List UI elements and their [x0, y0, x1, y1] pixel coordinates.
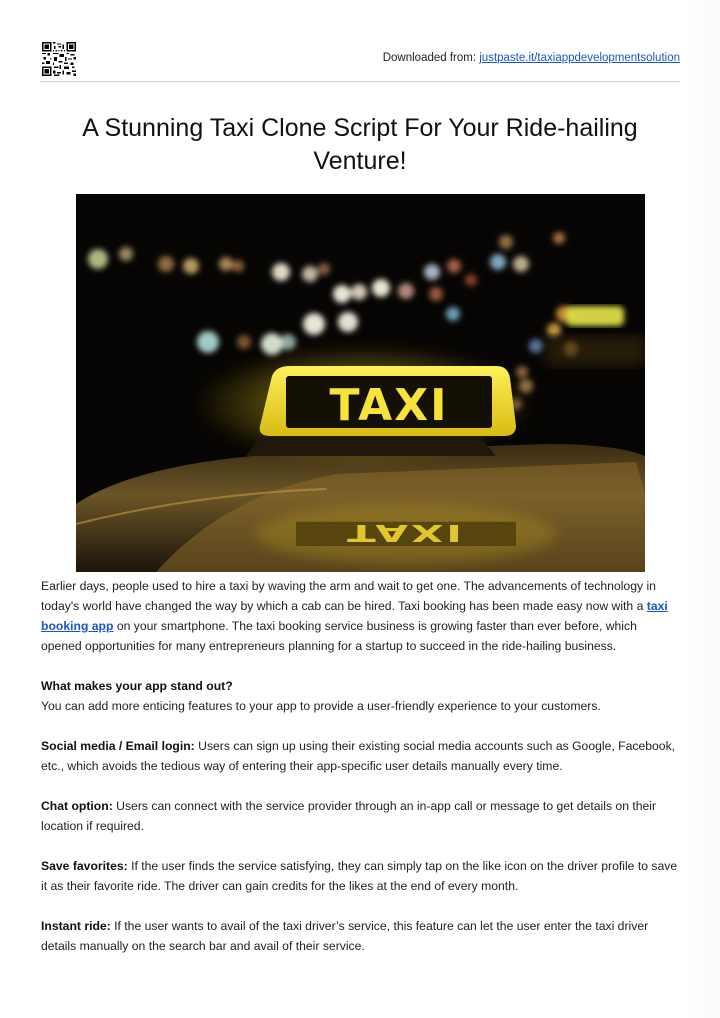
- download-source: [383, 52, 680, 64]
- standout-text: You can add more enticing features to your app to provide a user-friendly experience to your customers.: [41, 699, 601, 713]
- download-source-label: Downloaded from:: [382, 52, 480, 64]
- taxi-sign-text: TAXI: [329, 380, 449, 431]
- taxi-hero-image: [76, 194, 645, 572]
- feature-instant-ride: [41, 916, 680, 956]
- page-edge-shade: [686, 0, 720, 1018]
- feature-chat-option: [41, 796, 680, 836]
- intro-text-start: Earlier days, people used to hire a taxi by waving the arm and wait to get one. The advancements of technology in today's world have changed the way by which a cab can be hired. Taxi booking has been made easy now with a: [41, 579, 656, 613]
- feature-text: Users can connect with the service provider through an in-app call or message to get details on their location if required.: [41, 799, 657, 833]
- feature-text: If the user finds the service satisfying, they can simply tap on the like icon on the driver profile to save it as their favorite ride. The driver can gain credits for the likes at the end of every month.: [41, 859, 678, 893]
- feature-text: If the user wants to avail of the taxi driver’s service, this feature can let the user enter the taxi driver details manually on the search bar and avail of their service.: [41, 919, 649, 953]
- feature-social-login: [41, 736, 680, 776]
- feature-text: Users can sign up using their existing social media accounts such as Google, Facebook, etc., which avoids the tedious way of entering their app-specific user details manually every time.: [41, 739, 676, 773]
- feature-label: Save favorites:: [41, 859, 128, 873]
- standout-section: [41, 676, 680, 716]
- feature-label: Social media / Email login:: [41, 739, 195, 753]
- intro-text-end: on your smartphone. The taxi booking service business is growing faster than ever before, which opened opportunities for many entrepreneurs planning for a startup to succeed in the ride-hailing business.: [41, 619, 637, 653]
- standout-heading: What makes your app stand out?: [41, 679, 233, 693]
- feature-save-favorites: [41, 856, 680, 896]
- qr-code-icon: [42, 42, 76, 76]
- intro-paragraph: [41, 576, 680, 656]
- article-body: [41, 576, 680, 976]
- feature-label: Instant ride:: [41, 919, 111, 933]
- page-title: A Stunning Taxi Clone Script For Your Ride-hailing Venture!: [82, 114, 638, 175]
- taxi-reflection-text: TAXI: [347, 519, 465, 547]
- taxi-booking-app-link[interactable]: taxi booking app: [41, 599, 668, 633]
- download-source-link[interactable]: justpaste.it/taxiappdevelopmentsolution: [479, 52, 680, 64]
- feature-label: Chat option:: [41, 799, 113, 813]
- header-divider: [40, 81, 680, 82]
